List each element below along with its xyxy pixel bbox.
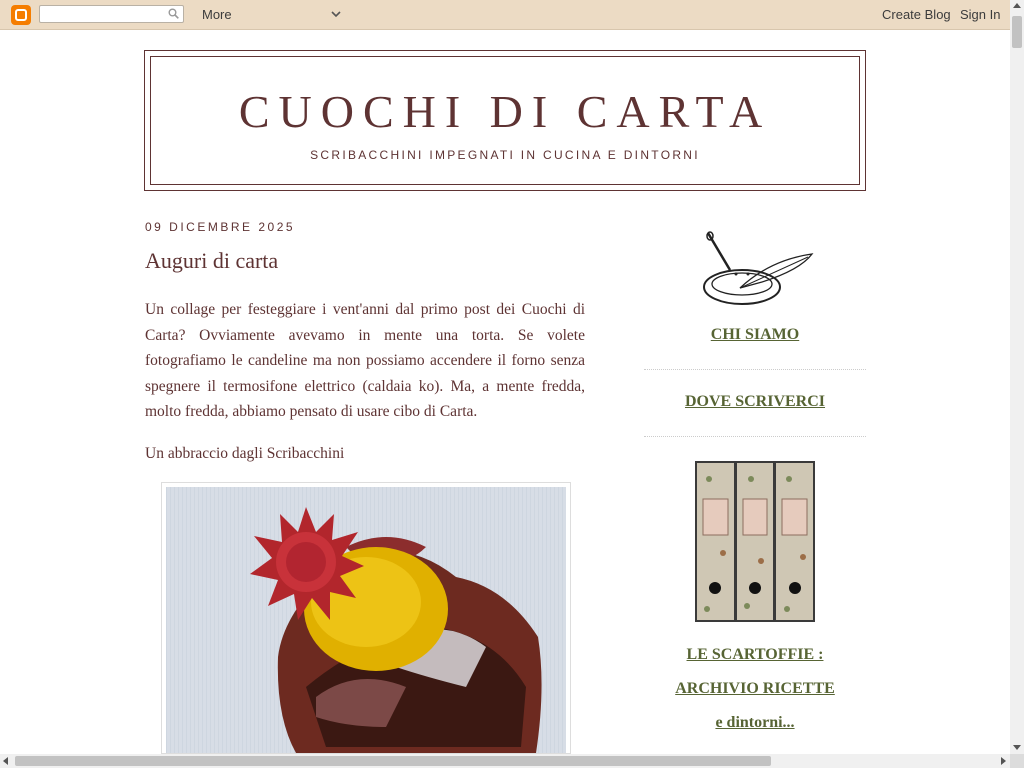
collage-photo[interactable] [166,487,566,753]
scartoffie-link[interactable]: LE SCARTOFFIE : [686,646,824,663]
dove-scriverci-link[interactable]: DOVE SCRIVERCI [684,393,826,410]
create-blog-link[interactable]: Create Blog [882,7,951,22]
e-dintorni-link[interactable]: e dintorni... [715,714,795,731]
archivio-ricette-link[interactable]: ARCHIVIO RICETTE [675,680,835,697]
post-paragraph: Un abbraccio dagli Scribacchini [145,445,345,462]
binders-image[interactable] [695,461,815,622]
scrollbar-thumb[interactable] [1012,16,1022,48]
blogger-navbar [0,0,1010,30]
blog-header [144,50,866,191]
sidebar-widget [644,680,866,698]
blog-title[interactable]: CUOCHI DI CARTA [238,86,772,137]
horizontal-scrollbar[interactable] [0,754,1010,768]
scroll-left-icon[interactable] [3,757,8,765]
blog-header-inner [150,56,860,185]
chevron-down-icon[interactable] [330,8,342,20]
post-date: 09 DICEMBRE 2025 [145,220,296,234]
blogger-logo-icon[interactable] [11,5,31,25]
scroll-right-icon[interactable] [1001,757,1006,765]
sidebar-widget [644,326,866,344]
post-title[interactable]: Auguri di carta [145,248,279,273]
sidebar-widget [644,393,866,411]
scroll-down-icon[interactable] [1013,745,1021,750]
scroll-up-icon[interactable] [1013,3,1021,8]
sidebar-divider [644,436,866,437]
blog-description: SCRIBACCHINI IMPEGNATI IN CUCINA E DINTORNI [310,148,700,162]
sidebar-widget [644,646,866,664]
post-image-frame[interactable] [161,482,571,754]
more-menu-label[interactable]: More [202,7,232,22]
chi-siamo-link[interactable]: CHI SIAMO [710,326,800,343]
sidebar-widget [644,714,866,732]
search-input[interactable] [39,5,184,23]
search-icon[interactable] [168,8,179,19]
sidebar-divider [644,369,866,370]
vertical-scrollbar[interactable] [1010,0,1024,754]
scrollbar-corner [1010,754,1024,768]
sign-in-link[interactable]: Sign In [960,7,1001,22]
frying-pan-logo-icon [700,230,816,308]
scrollbar-thumb[interactable] [15,756,771,766]
post-paragraph: Un collage per festeggiare i vent'anni dal primo post dei Cuochi di Carta? Ovviamente avevamo in mente una torta. Se volete fotografiamo le candeline ma non possiamo accendere il forno senza spegnere il termosifone elettrico (caldaia ko). Ma, a mente fredda, molto fredda, abbiamo pensato di usare cibo di Carta. [145,301,585,420]
